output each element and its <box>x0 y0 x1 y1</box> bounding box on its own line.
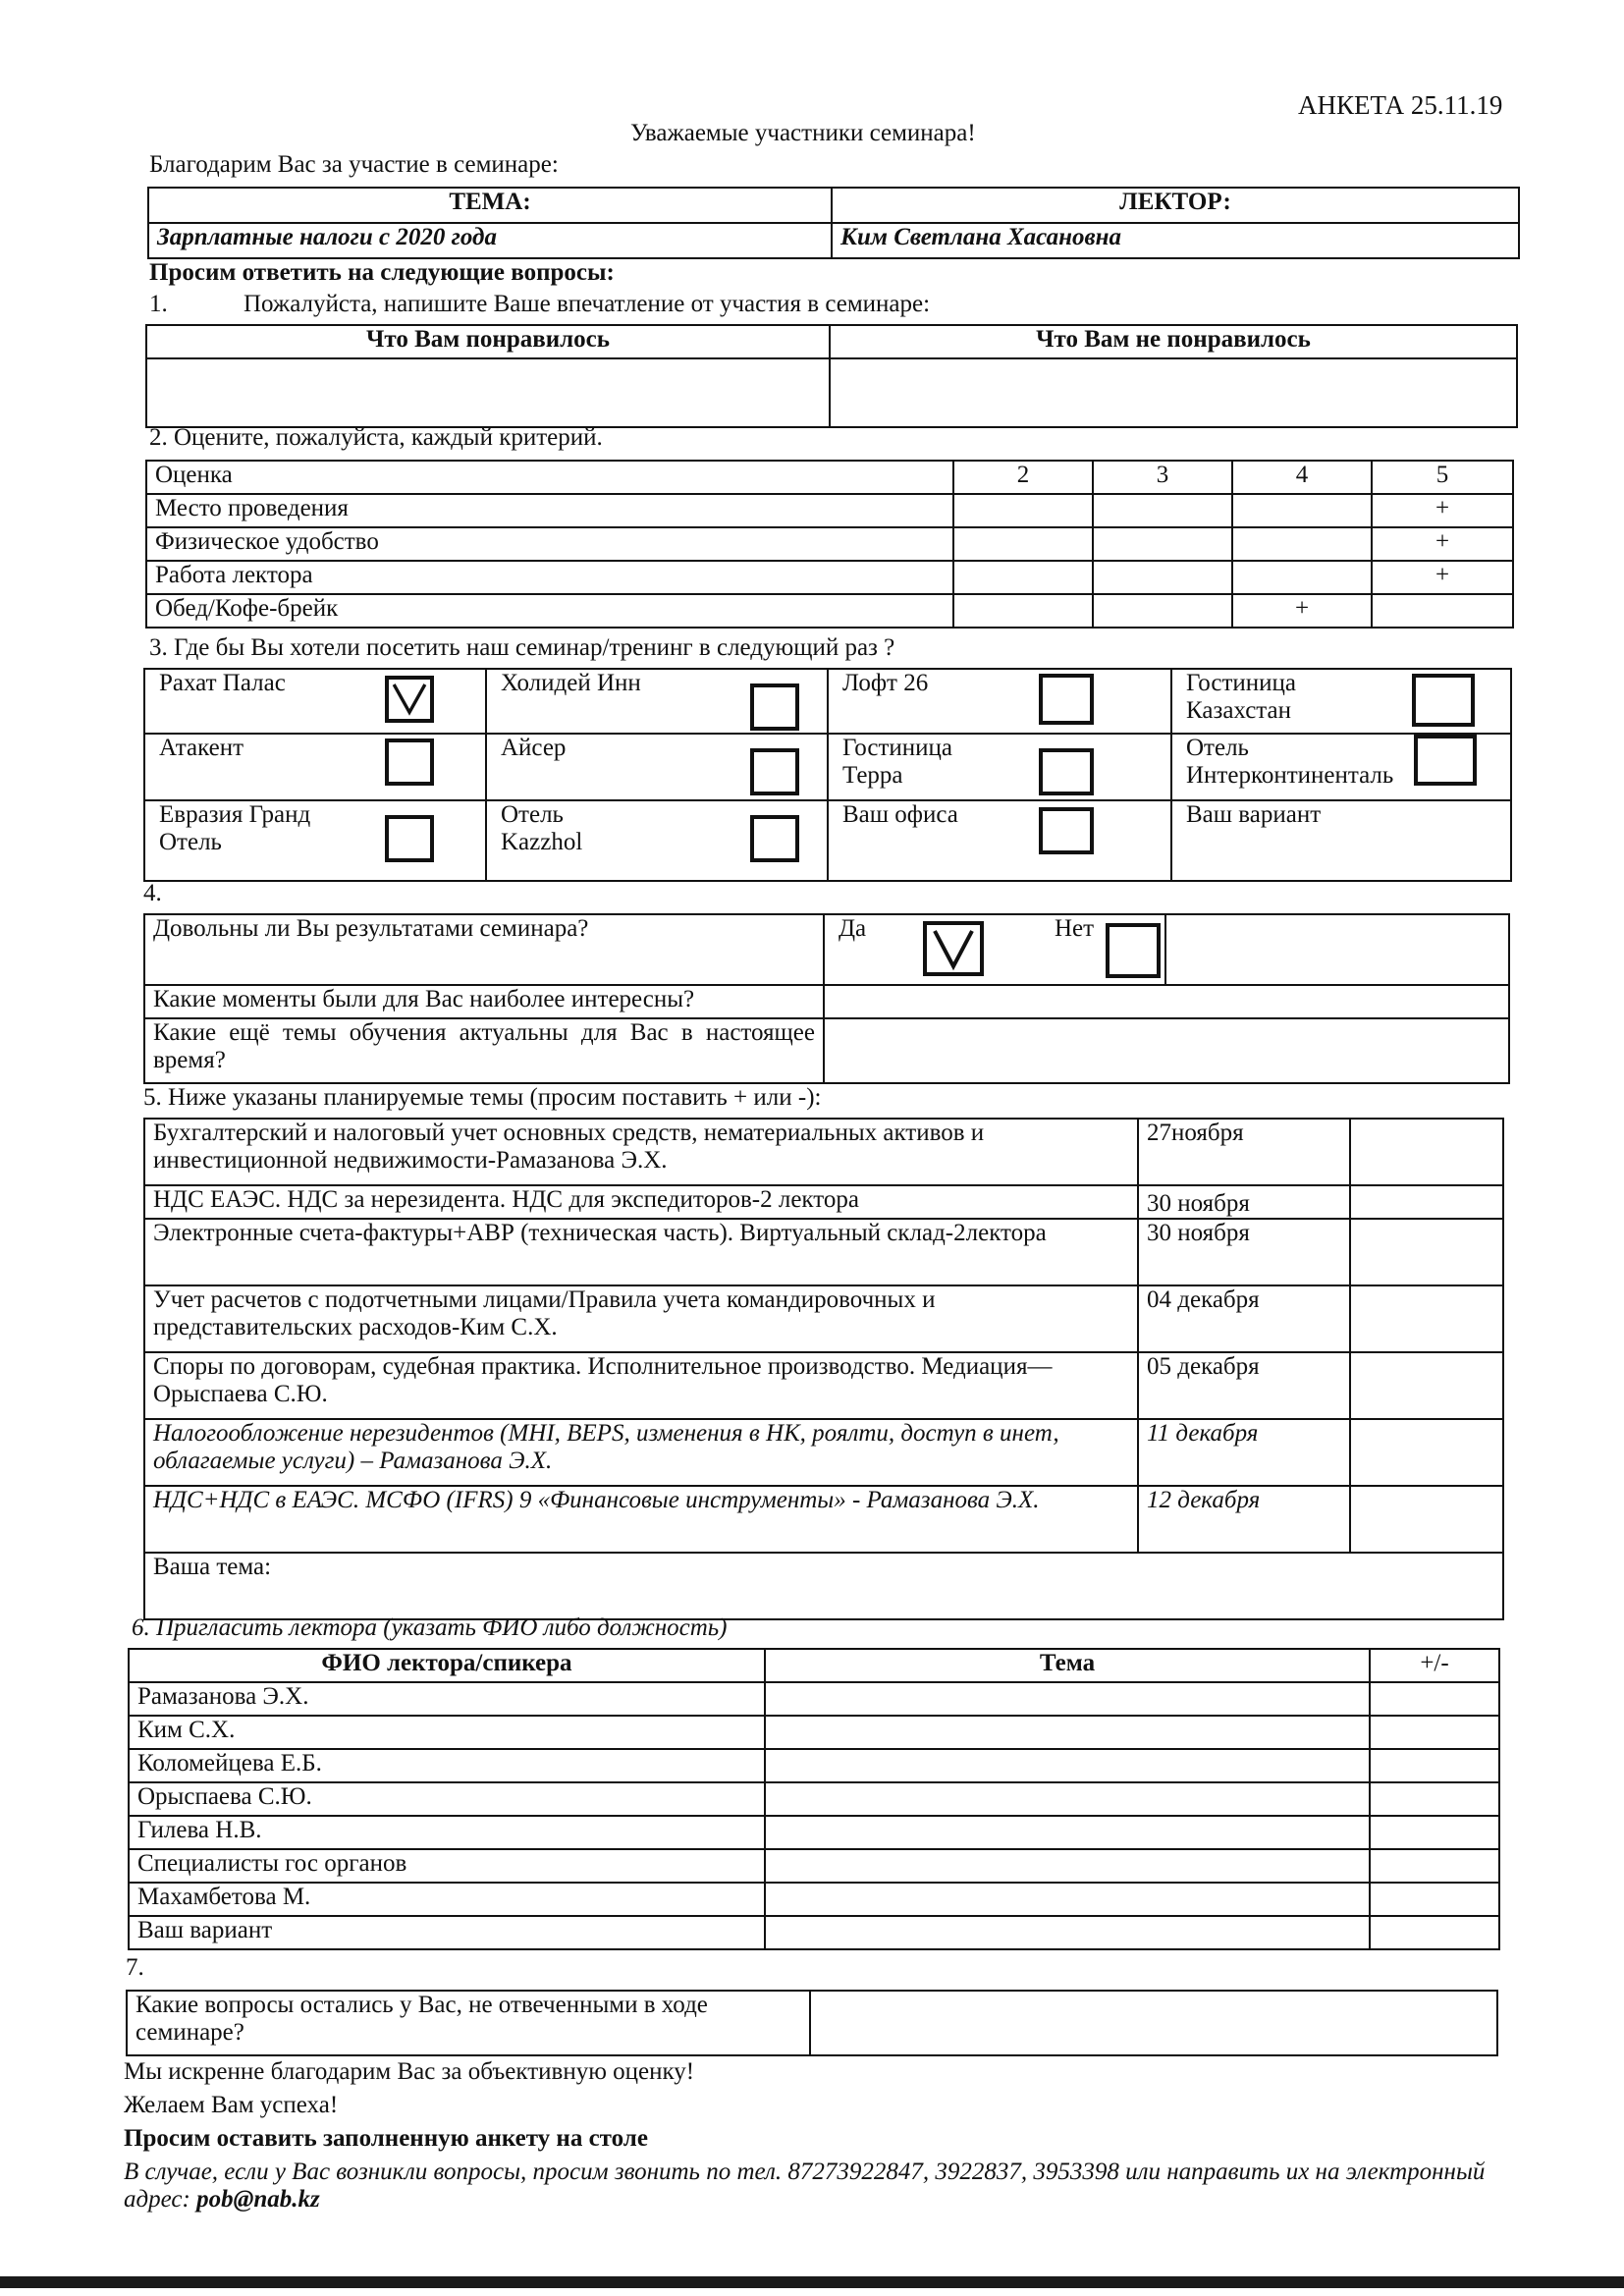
q2-cell[interactable] <box>1232 561 1372 594</box>
venue-checkbox[interactable] <box>385 815 434 862</box>
q2-table <box>145 460 1514 629</box>
footer-contact <box>124 2159 1498 2214</box>
q3-text: 3. Где бы Вы хотели посетить наш семинар/тренинг в следующий раз ? <box>149 634 895 661</box>
q4-no-checkbox[interactable] <box>1106 923 1161 978</box>
venue-checkbox-checked[interactable] <box>385 676 434 723</box>
q6-pm-cell[interactable] <box>1370 1816 1499 1849</box>
venue-checkbox[interactable] <box>750 815 799 862</box>
q4-satisfied: Довольны ли Вы результатами семинара? <box>144 914 824 985</box>
venue-label: Евразия Гранд Отель <box>159 801 311 855</box>
q1-liked-cell[interactable] <box>146 358 830 427</box>
venue-checkbox[interactable] <box>1039 807 1094 854</box>
q6-lecturer: Ким С.Х. <box>129 1716 765 1749</box>
q5-topic: Электронные счета-фактуры+АВР (техническая часть). Виртуальный склад-2лектора <box>144 1219 1138 1285</box>
q2-cell[interactable] <box>1093 527 1232 561</box>
q6-pm-cell[interactable] <box>1370 1749 1499 1782</box>
q5-topic: Учет расчетов с подотчетными лицами/Правила учета командировочных и представительских расходов-Ким С.Х. <box>144 1285 1138 1352</box>
venue-label: Ваш офиса <box>842 801 958 828</box>
q5-date: 30 ноября <box>1138 1185 1350 1219</box>
lecturer-value: Ким Светлана Хасановна <box>832 223 1519 258</box>
q6-col-pm: +/- <box>1370 1649 1499 1682</box>
checkmark-icon <box>927 925 980 972</box>
q4-no-cell <box>1055 914 1509 985</box>
venue-checkbox[interactable] <box>750 683 799 731</box>
topic-table <box>147 187 1520 259</box>
q1-table <box>145 324 1518 428</box>
venue-label: Гостиница Терра <box>842 735 953 789</box>
q6-pm-cell[interactable] <box>1370 1682 1499 1716</box>
q6-topic-cell[interactable] <box>765 1682 1370 1716</box>
q5-mark-cell[interactable] <box>1350 1486 1503 1553</box>
q6-lecturer: Рамазанова Э.Х. <box>129 1682 765 1716</box>
q6-topic-cell[interactable] <box>765 1916 1370 1949</box>
q2-score: 5 <box>1372 461 1513 494</box>
venue-checkbox[interactable] <box>1039 674 1094 725</box>
venue-label: Лофт 26 <box>842 670 929 696</box>
q2-score: 2 <box>953 461 1093 494</box>
q2-score: 4 <box>1232 461 1372 494</box>
q2-cell[interactable] <box>1093 594 1232 628</box>
q7-answer[interactable] <box>810 1991 1497 2055</box>
q4-interesting: Какие моменты были для Вас наиболее интересны? <box>144 985 824 1018</box>
q2-row-label: Обед/Кофе-брейк <box>146 594 953 628</box>
venue-cell <box>828 734 1171 800</box>
footer-email-link[interactable]: pob@nab.kz <box>196 2186 320 2213</box>
q6-col-name: ФИО лектора/спикера <box>129 1649 765 1682</box>
footer-wish: Желаем Вам успеха! <box>124 2092 339 2118</box>
q5-topic: НДС ЕАЭС. НДС за нерезидента. НДС для экспедиторов-2 лектора <box>144 1185 1138 1219</box>
q1-disliked-header: Что Вам не понравилось <box>830 325 1517 358</box>
q1-text: Пожалуйста, напишите Ваше впечатление от участия в семинаре: <box>244 291 931 317</box>
q2-mark[interactable]: + <box>1232 594 1372 628</box>
venue-cell <box>828 669 1171 734</box>
q2-row-label: Место проведения <box>146 494 953 527</box>
q1-liked-header: Что Вам понравилось <box>146 325 830 358</box>
venue-checkbox[interactable] <box>1414 735 1477 786</box>
q2-cell[interactable] <box>1232 527 1372 561</box>
q5-topic: Бухгалтерский и налоговый учет основных средств, нематериальных активов и инвестиционной недвижимости-Рамазанова Э.Х. <box>144 1119 1138 1185</box>
footer-thanks: Мы искренне благодарим Вас за объективную оценку! <box>124 2058 695 2085</box>
venue-checkbox[interactable] <box>1039 748 1094 795</box>
q4-no-label: Нет <box>1055 915 1095 942</box>
venue-checkbox[interactable] <box>1412 674 1475 727</box>
venue-cell <box>144 800 486 881</box>
q5-date: 11 декабря <box>1138 1419 1350 1486</box>
venue-label: Айсер <box>501 735 567 761</box>
venue-checkbox[interactable] <box>385 738 434 786</box>
venue-label: Холидей Инн <box>501 670 641 696</box>
q5-mark-cell[interactable] <box>1350 1285 1503 1352</box>
q4-yes-checkbox-checked[interactable] <box>923 921 984 976</box>
q4-table <box>143 913 1510 1084</box>
q7-number: 7. <box>126 1954 144 1981</box>
q6-lecturer: Махамбетова М. <box>129 1883 765 1916</box>
q6-table <box>128 1648 1500 1950</box>
venue-cell <box>1171 669 1511 734</box>
q2-cell[interactable] <box>1372 594 1513 628</box>
q2-score: 3 <box>1093 461 1232 494</box>
q5-text: 5. Ниже указаны планируемые темы (просим поставить + или -): <box>143 1084 822 1111</box>
venue-label: Гостиница Казахстан <box>1186 670 1297 724</box>
q6-lecturer: Коломейцева Е.Б. <box>129 1749 765 1782</box>
q6-topic-cell[interactable] <box>765 1849 1370 1883</box>
venue-label: Отель Kazzhol <box>501 801 583 855</box>
q4-number: 4. <box>143 880 162 906</box>
q6-lecturer: Специалисты гос органов <box>129 1849 765 1883</box>
q2-cell[interactable] <box>1093 561 1232 594</box>
q4-other-topics-answer[interactable] <box>824 1018 1509 1083</box>
q2-row-label: Работа лектора <box>146 561 953 594</box>
lecturer-header: ЛЕКТОР: <box>832 188 1519 223</box>
venue-cell <box>828 800 1171 881</box>
q6-pm-cell[interactable] <box>1370 1883 1499 1916</box>
venue-cell <box>486 734 828 800</box>
q6-topic-cell[interactable] <box>765 1816 1370 1849</box>
q5-mark-cell[interactable] <box>1350 1419 1503 1486</box>
q2-mark[interactable]: + <box>1372 527 1513 561</box>
q6-topic-cell[interactable] <box>765 1749 1370 1782</box>
q2-header: Оценка <box>146 461 953 494</box>
q6-text: 6. Пригласить лектора (указать ФИО либо должность) <box>132 1614 728 1641</box>
q2-mark[interactable]: + <box>1372 561 1513 594</box>
q5-date: 04 декабря <box>1138 1285 1350 1352</box>
q2-row-label: Физическое удобство <box>146 527 953 561</box>
q6-col-topic: Тема <box>765 1649 1370 1682</box>
greeting: Уважаемые участники семинара! <box>630 120 976 146</box>
q2-cell[interactable] <box>1232 494 1372 527</box>
q2-mark[interactable]: + <box>1372 494 1513 527</box>
topic-value: Зарплатные налоги с 2020 года <box>148 223 832 258</box>
venue-label: Рахат Палас <box>159 670 286 696</box>
q5-your-topic-label: Ваша тема: <box>153 1554 272 1580</box>
q5-topic: Налогообложение нерезидентов (МНI, BEPS, изменения в НК, роялти, доступ в инет, облагаемые услуги) – Рамазанова Э.Х. <box>144 1419 1138 1486</box>
q7-question: Какие вопросы остались у Вас, не отвеченными в ходе семинаре? <box>127 1991 810 2055</box>
q2-cell[interactable] <box>953 494 1093 527</box>
venue-cell <box>1171 734 1511 800</box>
venue-cell <box>144 734 486 800</box>
venue-checkbox[interactable] <box>750 748 799 795</box>
checkmark-icon <box>389 680 430 719</box>
venue-label: Ваш вариант <box>1186 801 1322 828</box>
q4-other-topics: Какие ещё темы обучения актуальны для Вас в настоящее время? <box>144 1018 824 1083</box>
q1-disliked-cell[interactable] <box>830 358 1517 427</box>
intro: Просим ответить на следующие вопросы: <box>149 259 615 286</box>
footer-contact-text: В случае, если у Вас возникли вопросы, просим звонить по тел. 87273922847, 3922837, 3953398 или направить их на электронный адрес: <box>124 2159 1486 2213</box>
q6-lecturer: Ваш вариант <box>129 1916 765 1949</box>
q7-table <box>126 1990 1498 2056</box>
q5-mark-cell[interactable] <box>1350 1185 1503 1219</box>
q5-date: 30 ноября <box>1138 1219 1350 1285</box>
q2-text: 2. Оцените, пожалуйста, каждый критерий. <box>149 424 603 451</box>
venue-label: Атакент <box>159 735 244 761</box>
q5-mark-cell[interactable] <box>1350 1219 1503 1285</box>
q2-cell[interactable] <box>953 561 1093 594</box>
q1-number: 1. <box>149 291 168 317</box>
doc-id: АНКЕТА 25.11.19 <box>1298 90 1503 120</box>
q5-date: 27ноября <box>1138 1119 1350 1185</box>
q5-topic: Споры по договорам, судебная практика. Исполнительное производство. Медиация—Орыспаева С.Ю. <box>144 1352 1138 1419</box>
q5-date: 12 декабря <box>1138 1486 1350 1553</box>
q2-cell[interactable] <box>953 594 1093 628</box>
venue-cell <box>1171 800 1511 881</box>
q5-mark-cell[interactable] <box>1350 1119 1503 1185</box>
venue-cell <box>144 669 486 734</box>
q6-pm-cell[interactable] <box>1370 1849 1499 1883</box>
q6-pm-cell[interactable] <box>1370 1916 1499 1949</box>
footer-leave: Просим оставить заполненную анкету на столе <box>124 2125 648 2152</box>
q3-table <box>143 668 1512 882</box>
q6-topic-cell[interactable] <box>765 1782 1370 1816</box>
thanks-line: Благодарим Вас за участие в семинаре: <box>149 151 559 178</box>
q6-topic-cell[interactable] <box>765 1883 1370 1916</box>
venue-label: Отель Интерконтиненталь <box>1186 735 1394 789</box>
q6-pm-cell[interactable] <box>1370 1716 1499 1749</box>
q6-pm-cell[interactable] <box>1370 1782 1499 1816</box>
q4-interesting-answer[interactable] <box>824 985 1509 1018</box>
scan-edge <box>0 2276 1624 2288</box>
q5-your-topic[interactable] <box>144 1553 1503 1619</box>
q2-cell[interactable] <box>953 527 1093 561</box>
q6-lecturer: Гилева Н.В. <box>129 1816 765 1849</box>
q5-date: 05 декабря <box>1138 1352 1350 1419</box>
q5-table <box>143 1118 1504 1620</box>
q2-cell[interactable] <box>1093 494 1232 527</box>
q5-mark-cell[interactable] <box>1350 1352 1503 1419</box>
venue-cell <box>486 669 828 734</box>
q6-topic-cell[interactable] <box>765 1716 1370 1749</box>
topic-header: ТЕМА: <box>148 188 832 223</box>
q5-topic: НДС+НДС в ЕАЭС. МСФО (IFRS) 9 «Финансовые инструменты» - Рамазанова Э.Х. <box>144 1486 1138 1553</box>
q4-yes-label: Да <box>839 915 867 942</box>
q6-lecturer: Орыспаева С.Ю. <box>129 1782 765 1816</box>
venue-cell <box>486 800 828 881</box>
